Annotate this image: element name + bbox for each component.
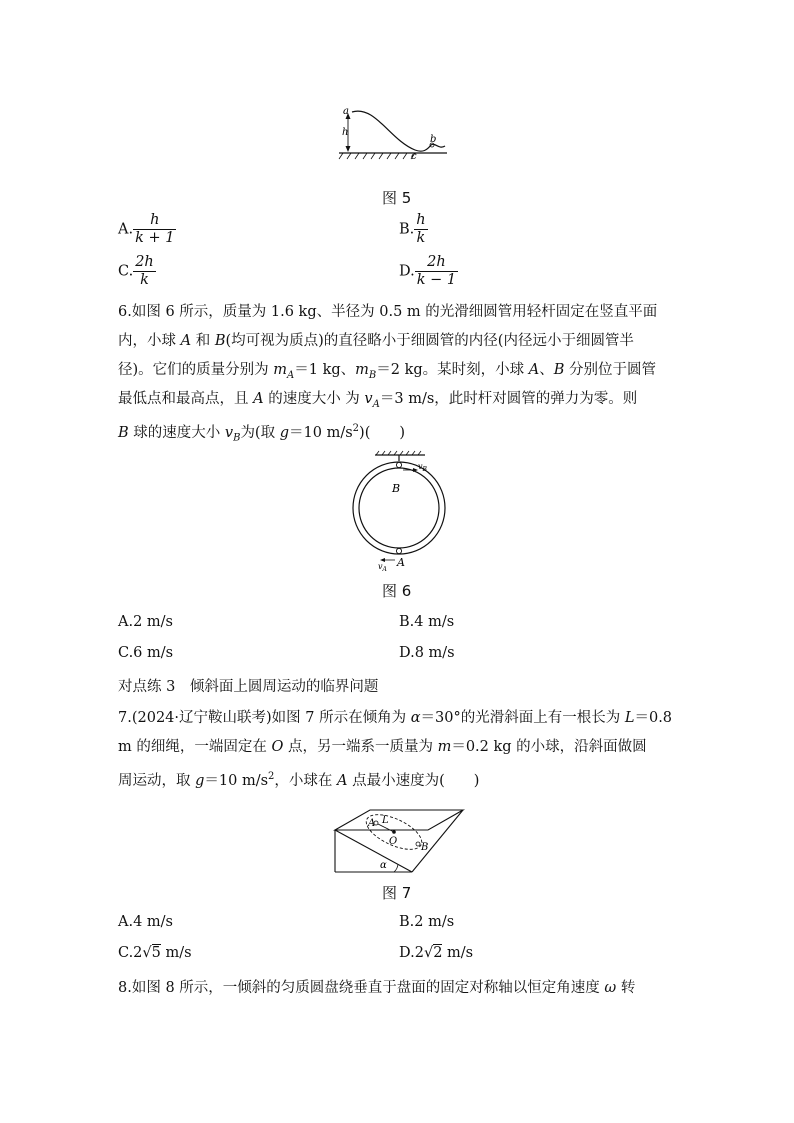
q5-option-b[interactable] [399, 212, 428, 247]
figure-7-caption: 图 7 [382, 884, 412, 902]
fig7-label-b: B [421, 842, 429, 853]
figure-6-caption: 图 6 [382, 582, 412, 600]
fig5-label-h: h [342, 127, 349, 138]
q6-option-c[interactable]: C.6 m/s [118, 645, 174, 661]
figure-5-caption: 图 5 [382, 189, 412, 207]
q6-option-a[interactable]: A.2 m/s [118, 614, 173, 630]
q7-option-c[interactable] [118, 945, 192, 961]
q7-option-c-radicand: 5 [151, 945, 161, 961]
q5-option-b-num: h [416, 212, 426, 228]
fig7-label-a: A [368, 818, 376, 829]
q7-option-d[interactable] [399, 945, 473, 961]
q5-option-d-num: 2h [415, 254, 458, 272]
q5-option-a-prefix: A. [118, 221, 134, 238]
fig6-label-va: $v_A$ [378, 562, 387, 573]
q6-option-b[interactable]: B.4 m/s [399, 614, 455, 630]
fig5-label-b: b [430, 134, 437, 145]
q5-option-b-prefix: B. [399, 221, 415, 238]
q7-line-1: 7.(2024·辽宁鞍山联考)如图 7 所示在倾角为 α＝30°的光滑斜面上有一根长为 L＝0.8 [118, 710, 673, 726]
q5-option-c-num: 2h [135, 254, 154, 270]
q7-option-d-unit: m/s [442, 945, 474, 961]
fig6-label-vb: $v_B$ [418, 462, 427, 473]
q5-option-a[interactable] [118, 212, 176, 247]
q5-option-c[interactable] [118, 254, 156, 289]
question-8 [118, 974, 684, 1003]
q5-option-d-prefix: D. [399, 263, 415, 280]
q5-option-d-den: k − 1 [416, 272, 457, 288]
fig7-label-l: L [382, 815, 389, 826]
q7-option-b[interactable]: B.2 m/s [399, 914, 455, 930]
q6-line-1: 6.如图 6 所示，质量为 1.6 kg、半径为 0.5 m 的光滑细圆管用轻杆固定在竖直平面 [118, 304, 658, 320]
q7-option-a[interactable]: A.4 m/s [118, 914, 173, 930]
q6-option-d[interactable]: D.8 m/s [399, 645, 455, 661]
sqrt-icon: √ [142, 945, 152, 961]
q5-option-c-den: k [140, 272, 149, 288]
fig6-label-b: B [392, 482, 401, 495]
q6-line-4: 最低点和最高点，且 A 的速度大小 为 $v_A=3$ m/s，此时杆对圆管的弹力为零。则 [118, 391, 638, 410]
fig5-label-c: c [411, 151, 417, 162]
q5-option-a-num: h [133, 212, 176, 230]
q6-line-2: 内，小球 A 和 B(均可视为质点)的直径略小于细圆管的内径(内径远小于细圆管半 [118, 333, 634, 349]
fig7-label-o: O [389, 836, 398, 847]
figure-5 [335, 100, 455, 162]
section-heading: 对点练 3 倾斜面上圆周运动的临界问题 [118, 679, 379, 695]
figure-7 [332, 806, 466, 874]
question-6 [118, 298, 684, 443]
figure-6 [350, 450, 450, 574]
q5-option-b-den: k [416, 230, 426, 246]
q7-option-d-radicand: 2 [433, 945, 443, 961]
fig5-label-a: a [343, 106, 349, 117]
q5-option-d[interactable] [399, 254, 458, 289]
q6-line-5: B 球的速度大小 $v_B$为(取 g＝10 $m/s^2$)( ) [118, 423, 406, 444]
q8-line-1: 8.如图 8 所示，一倾斜的匀质圆盘绕垂直于盘面的固定对称轴以恒定角速度 ω 转 [118, 980, 636, 996]
q7-line-3: 周运动，取 g＝10 $m/s^2$，小球在 A 点最小速度为( ) [118, 771, 480, 789]
fig7-label-alpha: α [380, 860, 387, 871]
sqrt-icon: √ [423, 945, 434, 961]
q7-option-c-prefix: C.2 [118, 945, 143, 961]
q7-option-c-unit: m/s [160, 945, 192, 961]
q7-option-d-prefix: D.2 [399, 945, 424, 961]
q7-line-2: m 的细绳，一端固定在 O 点，另一端系一质量为 m＝0.2 kg 的小球，沿斜面做圆 [118, 739, 647, 755]
question-7 [118, 704, 684, 791]
fig6-label-a: A [397, 556, 405, 569]
q5-option-a-den: k + 1 [135, 230, 175, 246]
q5-option-c-prefix: C. [118, 263, 134, 280]
q6-line-3: 径)。它们的质量分别为 $m_A=1$ kg、$m_B=2$ kg。某时刻，小球 A、B 分别位于圆管 [118, 362, 657, 381]
